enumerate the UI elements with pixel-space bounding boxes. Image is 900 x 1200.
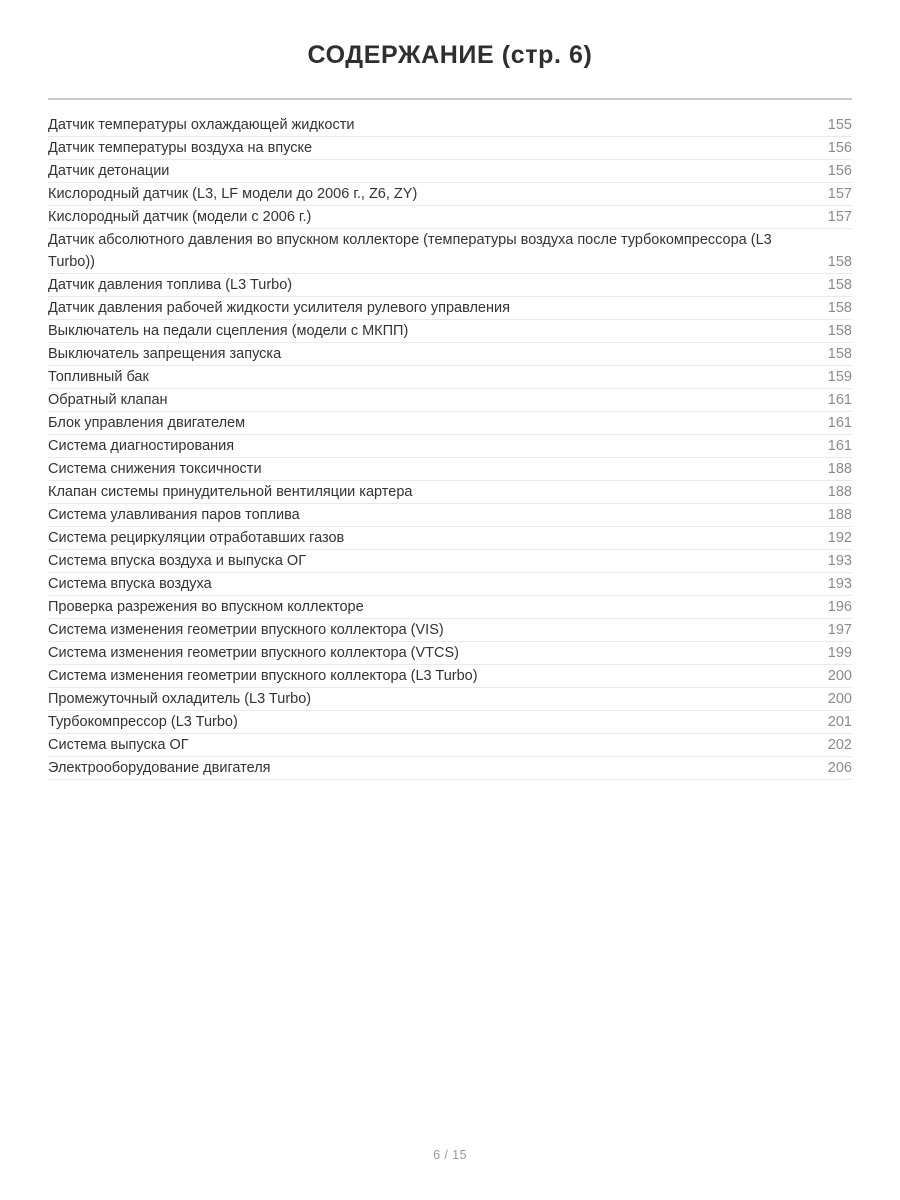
toc-entry-title[interactable]: Датчик давления топлива (L3 Turbo) — [48, 277, 293, 293]
toc-entry-title[interactable]: Датчик температуры охлаждающей жидкости — [48, 117, 355, 133]
toc-entry-page-number: 188 — [827, 507, 852, 523]
toc-entry-page-number: 192 — [827, 530, 852, 546]
toc-entry-page-number: 158 — [827, 323, 852, 339]
toc-row[interactable] — [48, 550, 852, 573]
toc-entry-page-number: 161 — [827, 438, 852, 454]
toc-entry-title[interactable]: Система диагностирования — [48, 438, 235, 454]
toc-entry-title[interactable]: Выключатель на педали сцепления (модели с МКПП) — [48, 323, 409, 339]
toc-entry-page-number: 157 — [827, 209, 852, 225]
toc-entry-title[interactable]: Система рециркуляции отработавших газов — [48, 530, 345, 546]
toc-entry-title[interactable]: Турбокомпрессор (L3 Turbo) — [48, 714, 238, 730]
toc-row[interactable] — [48, 229, 852, 274]
toc-row[interactable] — [48, 527, 852, 550]
toc-row[interactable] — [48, 435, 852, 458]
toc-row[interactable] — [48, 688, 852, 711]
toc-entry-page-number: 158 — [827, 346, 852, 362]
toc-row[interactable] — [48, 734, 852, 757]
toc-rows — [48, 114, 852, 780]
toc-entry-title[interactable]: Датчик температуры воздуха на впуске — [48, 140, 313, 156]
toc-row[interactable] — [48, 389, 852, 412]
toc-row[interactable] — [48, 366, 852, 389]
toc-row[interactable] — [48, 711, 852, 734]
toc-entry-title[interactable]: Промежуточный охладитель (L3 Turbo) — [48, 691, 312, 707]
toc-row[interactable] — [48, 458, 852, 481]
toc-entry-page-number: 161 — [827, 392, 852, 408]
toc-entry-page-number: 193 — [827, 553, 852, 569]
toc-entry-page-number: 199 — [827, 645, 852, 661]
toc-row[interactable] — [48, 665, 852, 688]
toc-entry-page-number: 193 — [827, 576, 852, 592]
toc-row[interactable] — [48, 206, 852, 229]
toc-entry-page-number: 157 — [827, 186, 852, 202]
toc-entry-page-number: 201 — [827, 714, 852, 730]
toc-row[interactable] — [48, 297, 852, 320]
toc-entry-title[interactable]: Топливный бак — [48, 369, 149, 385]
toc-row[interactable] — [48, 481, 852, 504]
toc-entry-title[interactable]: Система впуска воздуха и выпуска ОГ — [48, 553, 307, 569]
toc-entry-title[interactable]: Система улавливания паров топлива — [48, 507, 300, 523]
toc-entry-title[interactable]: Кислородный датчик (L3, LF модели до 2006 г., Z6, ZY) — [48, 186, 418, 202]
toc-row[interactable] — [48, 137, 852, 160]
toc-entry-page-number: 156 — [827, 140, 852, 156]
toc-entry-title[interactable]: Система выпуска ОГ — [48, 737, 189, 753]
toc-entry-title[interactable]: Блок управления двигателем — [48, 415, 246, 431]
toc-entry-page-number: 188 — [827, 484, 852, 500]
page-title: СОДЕРЖАНИЕ (стр. 6) — [307, 41, 593, 69]
toc-entry-page-number: 188 — [827, 461, 852, 477]
toc-entry-title[interactable]: Проверка разрежения во впускном коллекторе — [48, 599, 364, 615]
page-footer: 6 / 15 — [433, 1148, 467, 1162]
toc-row[interactable] — [48, 160, 852, 183]
toc-row[interactable] — [48, 343, 852, 366]
toc-row[interactable] — [48, 412, 852, 435]
toc-row[interactable] — [48, 573, 852, 596]
toc-entry-title[interactable]: Электрооборудование двигателя — [48, 760, 271, 776]
toc-entry-title[interactable]: Датчик давления рабочей жидкости усилителя рулевого управления — [48, 300, 510, 316]
toc-row[interactable] — [48, 504, 852, 527]
toc-entry-page-number: 158 — [827, 254, 852, 270]
toc-entry-title[interactable]: Система изменения геометрии впускного коллектора (L3 Turbo) — [48, 668, 478, 684]
toc-entry-title[interactable]: Клапан системы принудительной вентиляции картера — [48, 484, 413, 500]
toc-entry-title[interactable]: Датчик детонации — [48, 163, 170, 179]
toc-entry-page-number: 161 — [827, 415, 852, 431]
toc-entry-page-number: 156 — [827, 163, 852, 179]
toc-row[interactable] — [48, 619, 852, 642]
table-of-contents — [48, 114, 852, 780]
toc-row[interactable] — [48, 642, 852, 665]
toc-entry-title[interactable]: Система снижения токсичности — [48, 461, 262, 477]
toc-entry-title[interactable]: Датчик абсолютного давления во впускном коллекторе (температуры воздуха после турбокомпрессора (L3 Turbo)) — [48, 232, 772, 270]
toc-entry-page-number: 200 — [827, 668, 852, 684]
toc-row[interactable] — [48, 757, 852, 780]
toc-entry-title[interactable]: Система изменения геометрии впускного коллектора (VTCS) — [48, 645, 459, 661]
toc-entry-title[interactable]: Кислородный датчик (модели с 2006 г.) — [48, 209, 312, 225]
toc-row[interactable] — [48, 274, 852, 297]
toc-entry-page-number: 159 — [827, 369, 852, 385]
toc-entry-title[interactable]: Система изменения геометрии впускного коллектора (VIS) — [48, 622, 444, 638]
toc-row[interactable] — [48, 183, 852, 206]
toc-entry-page-number: 200 — [827, 691, 852, 707]
toc-row[interactable] — [48, 114, 852, 137]
toc-row[interactable] — [48, 320, 852, 343]
toc-entry-page-number: 197 — [827, 622, 852, 638]
toc-entry-page-number: 202 — [827, 737, 852, 753]
toc-entry-page-number: 158 — [827, 300, 852, 316]
toc-entry-title[interactable]: Система впуска воздуха — [48, 576, 212, 592]
toc-entry-page-number: 158 — [827, 277, 852, 293]
toc-entry-page-number: 196 — [827, 599, 852, 615]
toc-entry-title[interactable]: Выключатель запрещения запуска — [48, 346, 282, 362]
title-divider — [48, 98, 852, 100]
toc-row[interactable] — [48, 596, 852, 619]
toc-entry-title[interactable]: Обратный клапан — [48, 392, 168, 408]
toc-entry-page-number: 206 — [827, 760, 852, 776]
toc-entry-page-number: 155 — [827, 117, 852, 133]
